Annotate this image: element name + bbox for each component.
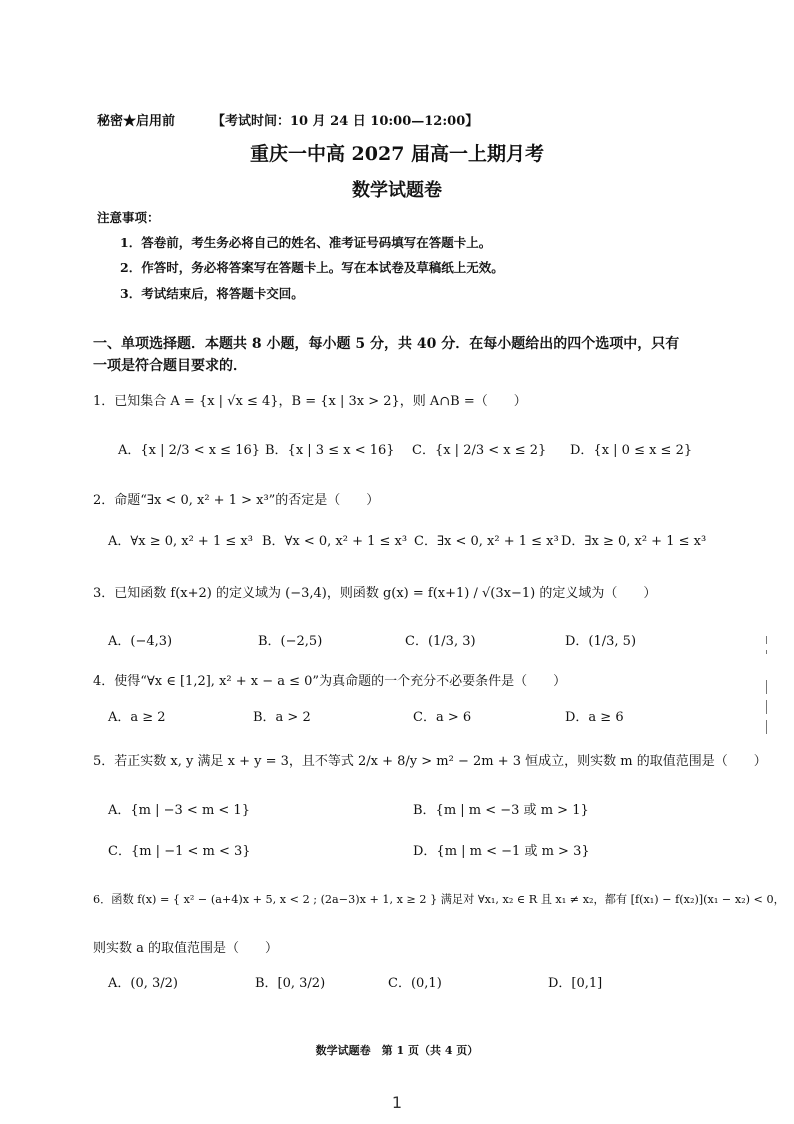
section-heading-line2: 一项是符合题目要求的． — [93, 358, 247, 374]
question-1-option-a: A．{x | 2/3 < x ≤ 16} — [118, 443, 261, 458]
margin-mark — [766, 636, 767, 644]
question-5-option-b: B．{m | m < −3 或 m > 1} — [413, 803, 589, 818]
question-1-stem: 1．已知集合 A = {x | √x ≤ 4}，B = {x | 3x > 2}，则 A∩B =（ ） — [93, 394, 527, 409]
margin-mark — [766, 680, 767, 694]
secret-label: 秘密★启用前 — [97, 114, 176, 129]
note-item: 2．作答时，务必将答案写在答题卡上。写在本试卷及草稿纸上无效。 — [120, 260, 504, 275]
question-4-option-a: A．a ≥ 2 — [108, 710, 166, 725]
question-4-option-b: B．a > 2 — [253, 710, 311, 725]
question-4-stem: 4．使得“∀x ∈ [1,2], x² + x − a ≤ 0”为真命题的一个充分不必要条件是（ ） — [93, 674, 567, 689]
question-6-stem-line2: 则实数 a 的取值范围是（ ） — [93, 941, 279, 956]
question-6-option-d: D．[0,1] — [548, 976, 603, 991]
page-subtitle: 数学试题卷 — [352, 180, 442, 201]
question-2-option-a: A．∀x ≥ 0, x² + 1 ≤ x³ — [108, 534, 253, 549]
note-item: 1．答卷前，考生务必将自己的姓名、准考证号码填写在答题卡上。 — [120, 235, 492, 250]
note-item: 3．考试结束后，将答题卡交回。 — [120, 286, 304, 301]
question-3-stem: 3．已知函数 f(x+2) 的定义域为 (−3,4)，则函数 g(x) = f(x+1) / √(3x−1) 的定义域为（ ） — [93, 586, 657, 601]
question-1-option-b: B．{x | 3 ≤ x < 16} — [265, 443, 395, 458]
exam-time: 【考试时间：10 月 24 日 10:00—12:00】 — [212, 114, 479, 129]
question-4-option-c: C．a > 6 — [413, 710, 472, 725]
margin-mark — [766, 650, 767, 654]
question-2-option-b: B．∀x < 0, x² + 1 ≤ x³ — [262, 534, 408, 549]
section-heading-line1: 一、单项选择题．本题共 8 小题，每小题 5 分，共 40 分．在每小题给出的四个选项中，只有 — [93, 336, 680, 352]
question-1-option-d: D．{x | 0 ≤ x ≤ 2} — [570, 443, 693, 458]
page-number: 1 — [391, 1093, 403, 1112]
margin-mark — [766, 700, 767, 714]
question-5-option-d: D．{m | m < −1 或 m > 3} — [413, 844, 590, 859]
question-3-option-b: B．(−2,5) — [258, 634, 323, 649]
question-5-option-a: A．{m | −3 < m < 1} — [108, 803, 250, 818]
question-4-option-d: D．a ≥ 6 — [565, 710, 624, 725]
question-2-stem: 2．命题“∃x < 0, x² + 1 > x³”的否定是（ ） — [93, 493, 380, 508]
question-6-stem: 6．函数 f(x) = { x² − (a+4)x + 5, x < 2 ; (2a−3)x + 1, x ≥ 2 } 满足对 ∀x₁, x₂ ∈ R 且 x₁ ≠ x₂，都有 [f(x₁) − f(x₂)](x₁ − x₂) < 0， — [93, 893, 785, 906]
question-5-option-c: C．{m | −1 < m < 3} — [108, 844, 251, 859]
margin-mark — [766, 720, 767, 734]
question-6-option-b: B．[0, 3/2) — [255, 976, 326, 991]
question-3-option-a: A．(−4,3) — [108, 634, 173, 649]
question-5-stem: 5．若正实数 x, y 满足 x + y = 3，且不等式 2/x + 8/y > m² − 2m + 3 恒成立，则实数 m 的取值范围是（ ） — [93, 754, 767, 769]
question-6-option-c: C．(0,1) — [388, 976, 442, 991]
question-3-option-c: C．(1/3, 3) — [405, 634, 476, 649]
question-3-option-d: D．(1/3, 5) — [565, 634, 637, 649]
notes-heading: 注意事项： — [97, 210, 160, 225]
question-1-option-c: C．{x | 2/3 < x ≤ 2} — [412, 443, 547, 458]
question-6-option-a: A．(0, 3/2) — [108, 976, 178, 991]
page-title: 重庆一中高 2027 届高一上期月考 — [249, 143, 545, 165]
question-2-option-c: C．∃x < 0, x² + 1 ≤ x³ — [414, 534, 559, 549]
page-footer: 数学试题卷 第 1 页（共 4 页） — [315, 1044, 479, 1057]
question-2-option-d: D．∃x ≥ 0, x² + 1 ≤ x³ — [561, 534, 707, 549]
